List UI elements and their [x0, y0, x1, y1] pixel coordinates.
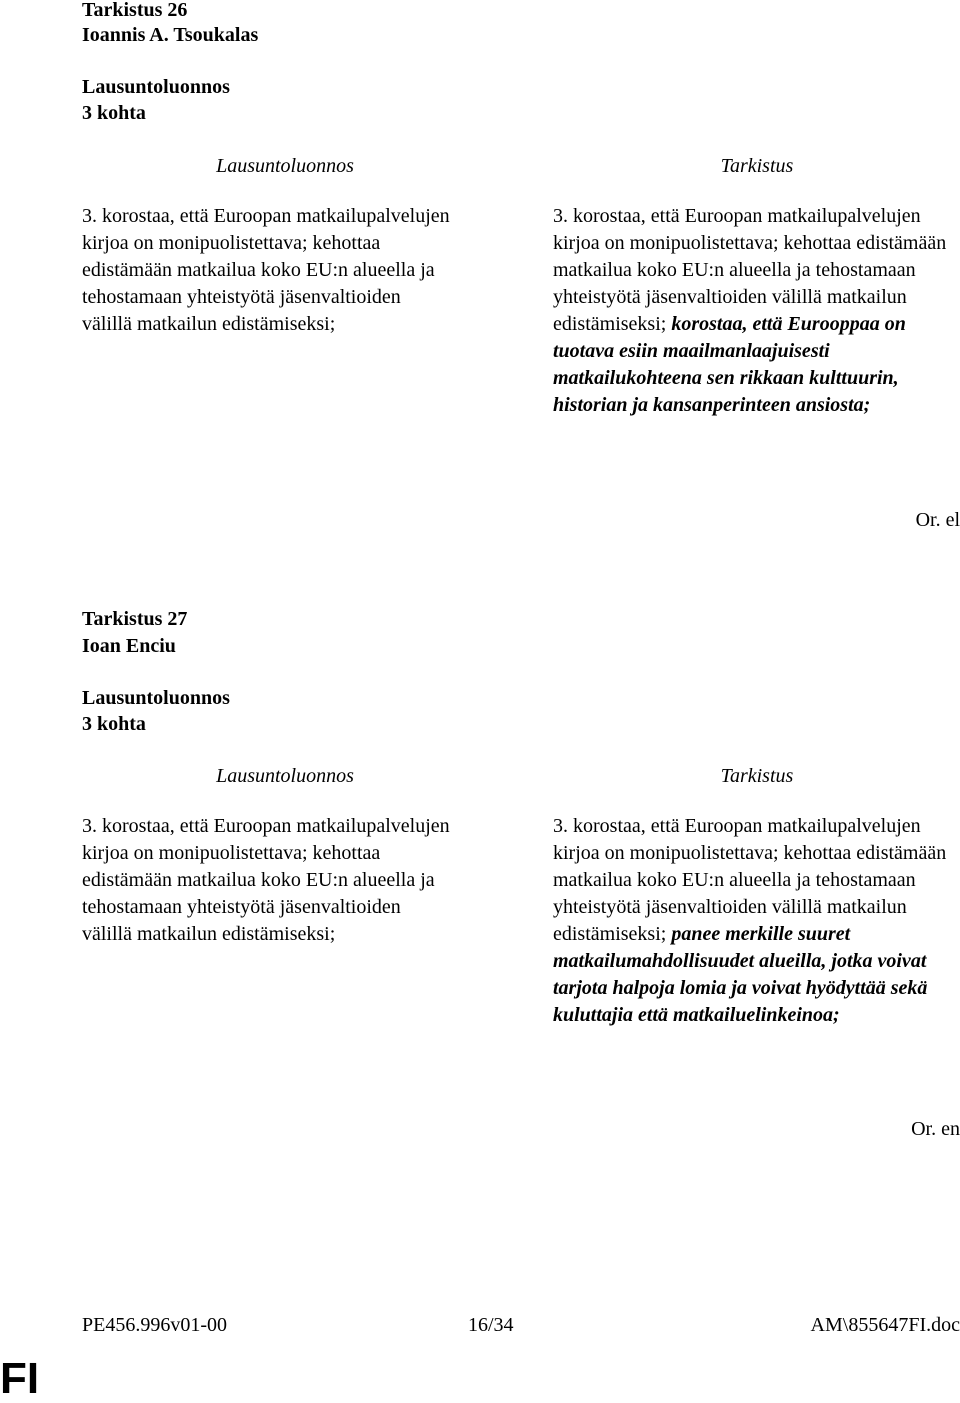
amendment-26-right-text: [553, 203, 958, 419]
amendment-27-left-text: 3. korostaa, että Euroopan matkailupalvelujen kirjoa on monipuolistettava; kehottaa edistämään matkailua koko EU:n alueella ja tehostamaan yhteistyötä jäsenvaltioiden välillä matkailun edistämiseksi;: [82, 815, 450, 945]
footer-reference: PE456.996v01-00: [82, 1314, 227, 1336]
language-code: FI: [0, 1354, 40, 1403]
amendment-27-left-header: Lausuntoluonnos: [216, 765, 354, 787]
amendment-26-paragraph: 3 kohta: [82, 102, 146, 124]
amendment-27-doc-label: Lausuntoluonnos: [82, 687, 230, 709]
amendment-26-right-header: Tarkistus: [720, 155, 794, 177]
amendment-27-right-text: [553, 813, 958, 1029]
amendment-27-heading: Tarkistus 27: [82, 608, 188, 630]
amendment-26-right-text-added: korostaa, että Eurooppaa on tuotava esiin maailmanlaajuisesti matkailukohteena sen rikkaan kulttuurin, historian ja kansanperinteen ansiosta;: [553, 313, 906, 416]
amendment-27-author: Ioan Enciu: [82, 635, 176, 657]
footer-document-name: AM\855647FI.doc: [810, 1314, 960, 1336]
amendment-26-author: Ioannis A. Tsoukalas: [82, 24, 259, 46]
amendment-26-doc-label: Lausuntoluonnos: [82, 76, 230, 98]
amendment-26-original-language: Or. el: [915, 509, 960, 531]
amendment-27-right-text-plain: 3. korostaa, että Euroopan matkailupalvelujen kirjoa on monipuolistettava; kehottaa edistämään matkailua koko EU:n alueella ja tehostamaan yhteistyötä jäsenvaltioiden välillä matkailun edistämiseksi;: [553, 815, 947, 945]
amendment-27-paragraph: 3 kohta: [82, 713, 146, 735]
amendment-27-original-language: Or. en: [911, 1118, 960, 1140]
amendment-27-right-header: Tarkistus: [720, 765, 794, 787]
amendment-27-right-text-added: panee merkille suuret matkailumahdollisuudet alueilla, jotka voivat tarjota halpoja lomia ja voivat hyödyttää sekä kuluttajia että matkailuelinkeinoa;: [553, 923, 928, 1026]
amendment-26-right-text-plain: 3. korostaa, että Euroopan matkailupalvelujen kirjoa on monipuolistettava; kehottaa edistämään matkailua koko EU:n alueella ja tehostamaan yhteistyötä jäsenvaltioiden välillä matkailun edistämiseksi;: [553, 205, 947, 335]
footer-page-number: 16/34: [468, 1314, 514, 1336]
amendment-26-left-text: 3. korostaa, että Euroopan matkailupalvelujen kirjoa on monipuolistettava; kehottaa edistämään matkailua koko EU:n alueella ja tehostamaan yhteistyötä jäsenvaltioiden välillä matkailun edistämiseksi;: [82, 205, 450, 335]
amendment-26-heading: Tarkistus 26: [82, 0, 188, 21]
amendment-26-left-header: Lausuntoluonnos: [216, 155, 354, 177]
